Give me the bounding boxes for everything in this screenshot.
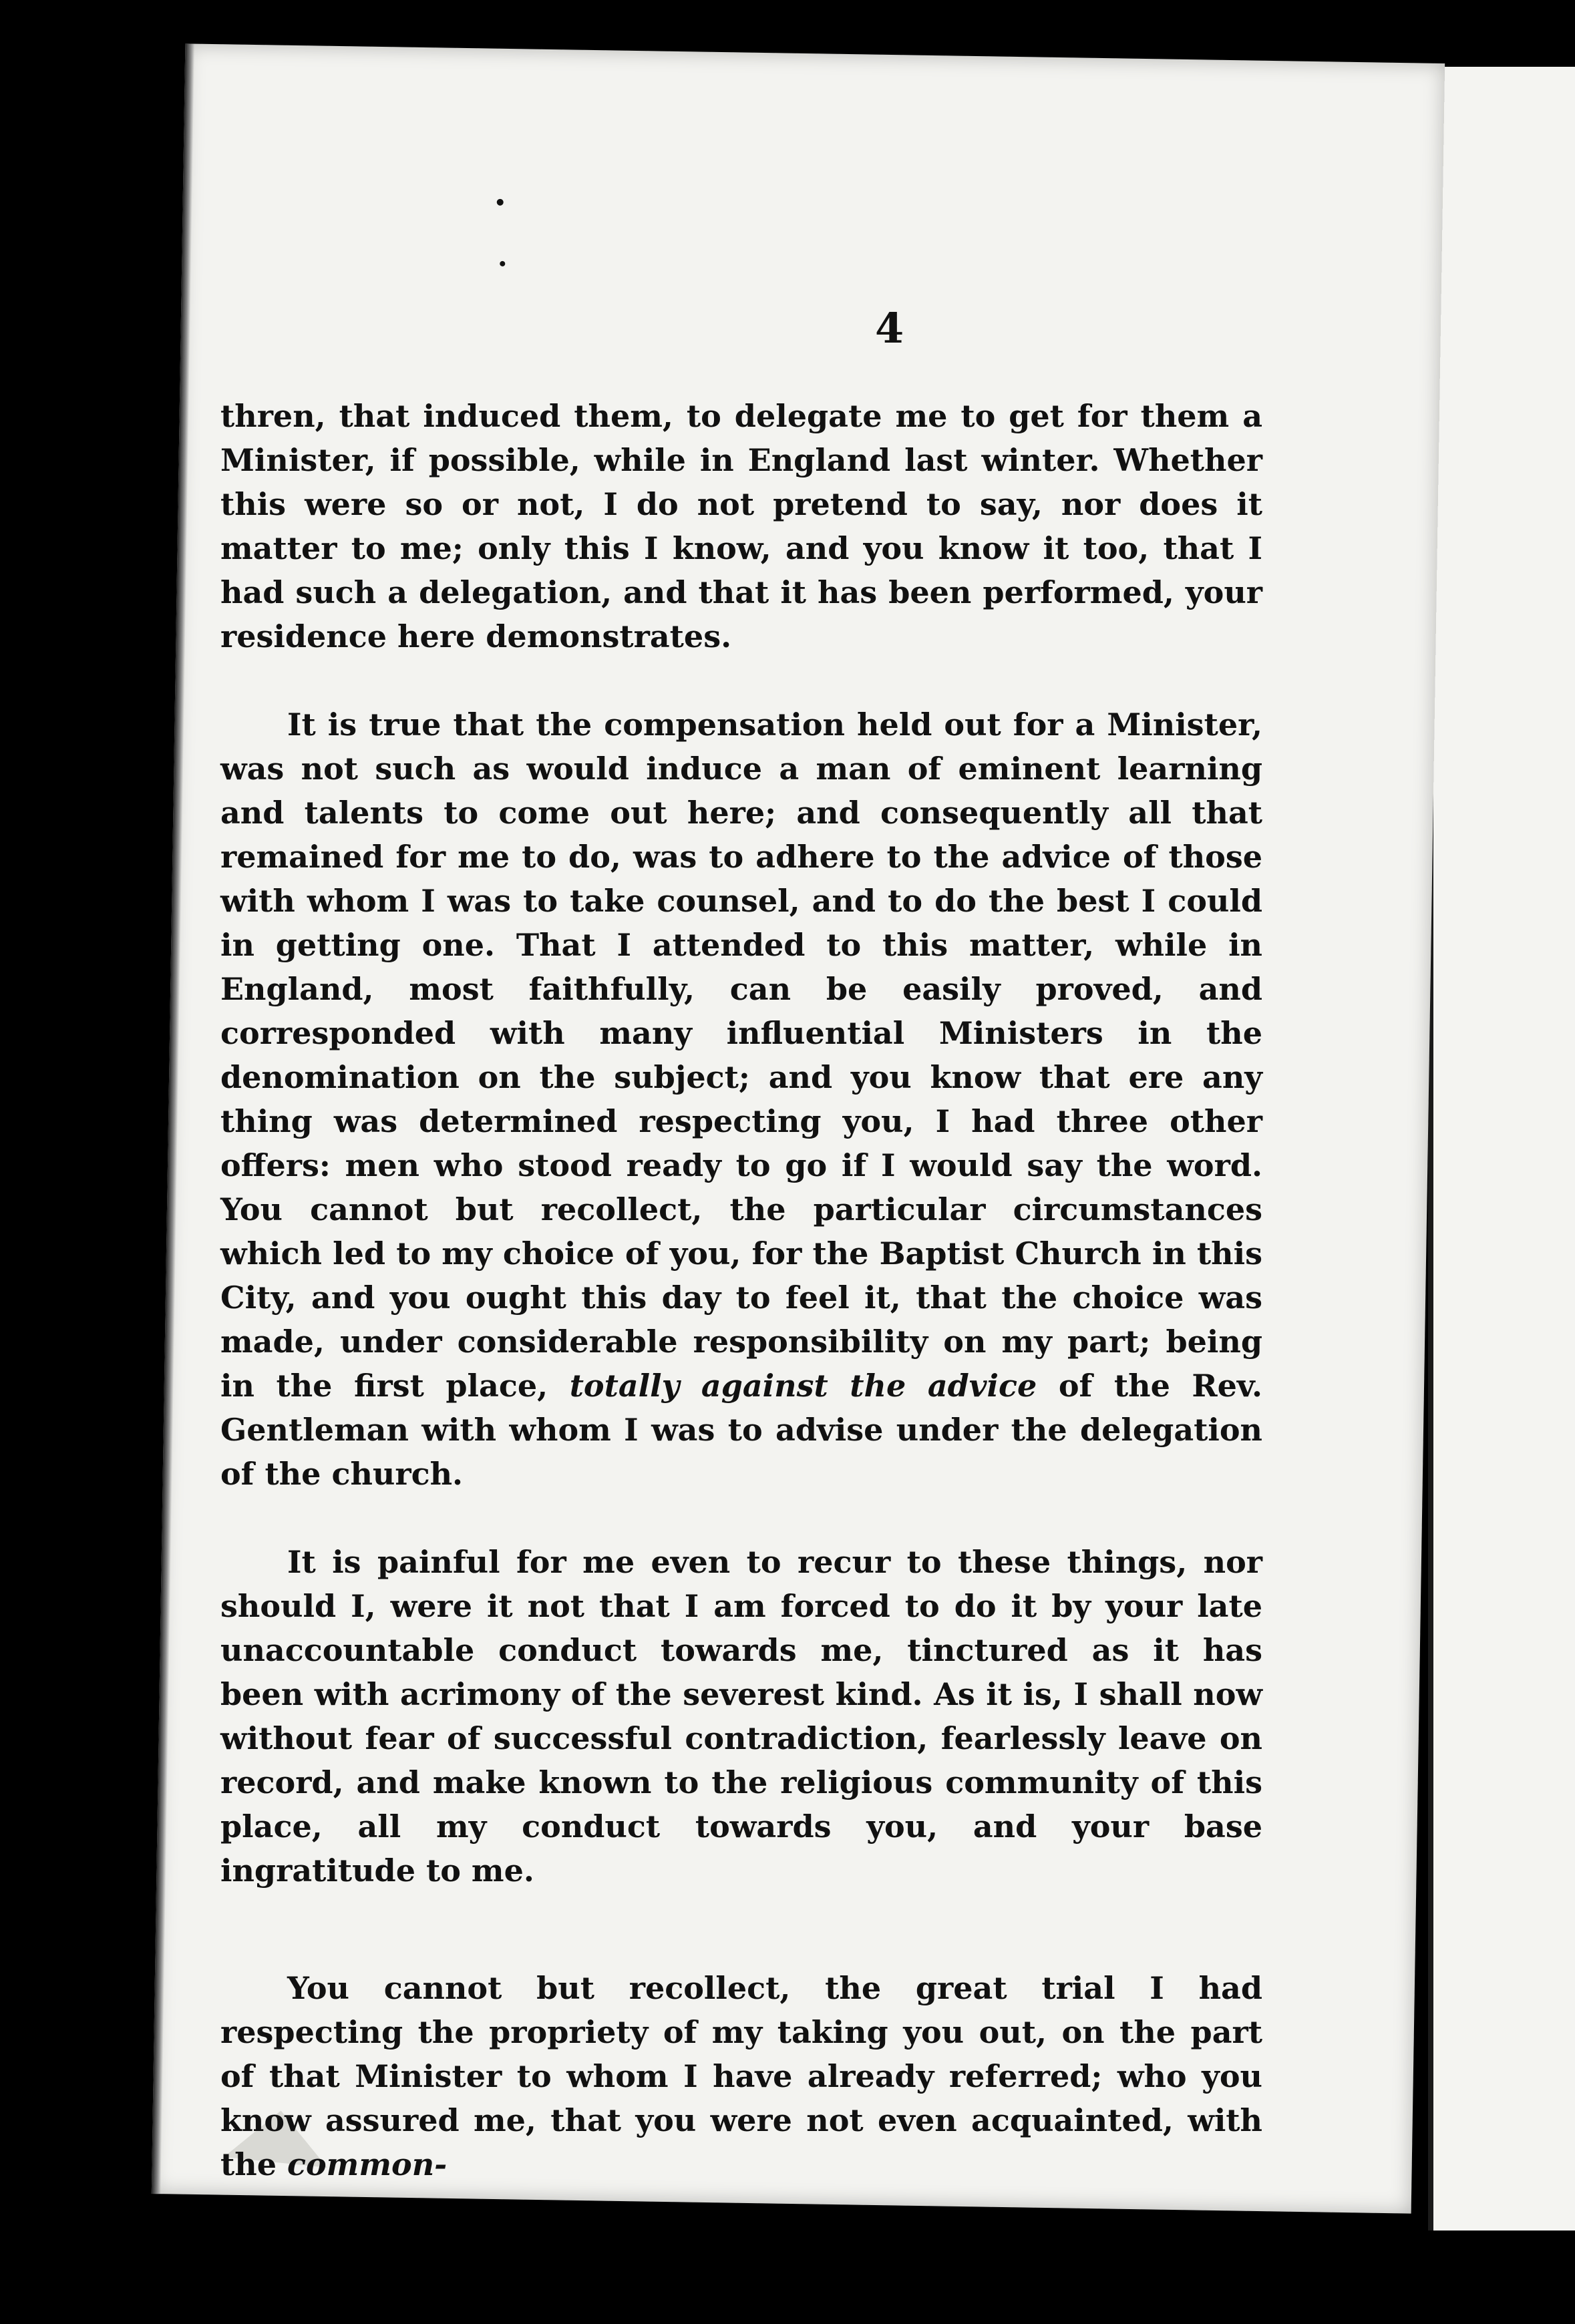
paragraph — [220, 1966, 1262, 2186]
paragraph-text: It is true that the compensation held out for a Minister, was not such as would induce a man of eminent learning and talents to come out here; and consequently all that remained for me to do, was to adhere to the advice of those with whom I was to take counsel, and to do the best I could in getting one. That I attended to this matter, while in England, most faithfully, can be easily proved, and corresponded with many influential Ministers in the denomination on the subject; and you know that ere any thing was determined respecting you, I had three other offers: men who stood ready to go if I would say the word. You cannot but recollect, the particular circumstances which led to my choice of you, for the Baptist Church in this City, and you ought this day to feel it, that the choice was made, under considerable responsibility on my part; being in the first place, — [220, 707, 1262, 1404]
body-text — [220, 294, 1262, 2186]
paragraph-text: You cannot but recollect, the great trial I had respecting the propriety of my taking you out, on the part of that Minister to whom I have already referred; who you know assured me, that you were not even acquainted, with the — [220, 1970, 1262, 2182]
adjacent-page-edge — [1428, 67, 1575, 2231]
paragraph — [220, 394, 1262, 658]
paragraph — [220, 703, 1262, 1496]
ink-speck — [500, 261, 505, 266]
paragraph — [220, 1540, 1262, 1893]
page-binding-edge — [152, 43, 195, 2194]
page-number: 4 — [875, 304, 904, 353]
emphasized-text: common- — [287, 2146, 448, 2182]
paragraph-text: of the Rev. Gentleman with whom I was to advise under the delegation of the church. — [220, 1368, 1263, 1492]
ink-speck — [497, 199, 504, 206]
paragraph-text: thren, that induced them, to delegate me to get for them a Minister, if possible, while in England last winter. Whether this were so or not, I do not pretend to say, nor does it matter to me; only this I know, and you know it too, that I had such a delegation, and that it has been performed, your residence here demonstrates. — [220, 398, 1262, 654]
emphasized-text: totally against the advice — [569, 1368, 1037, 1404]
paragraph-text: It is painful for me even to recur to these things, nor should I, were it not that I am forced to do it by your late unaccountable conduct towards me, tinctured as it has been with acrimony of the severest kind. As it is, I shall now without fear of successful contradiction, fearlessly leave on record, and make known to the religious community of this place, all my conduct towards you, and your base ingratitude to me. — [220, 1544, 1262, 1889]
